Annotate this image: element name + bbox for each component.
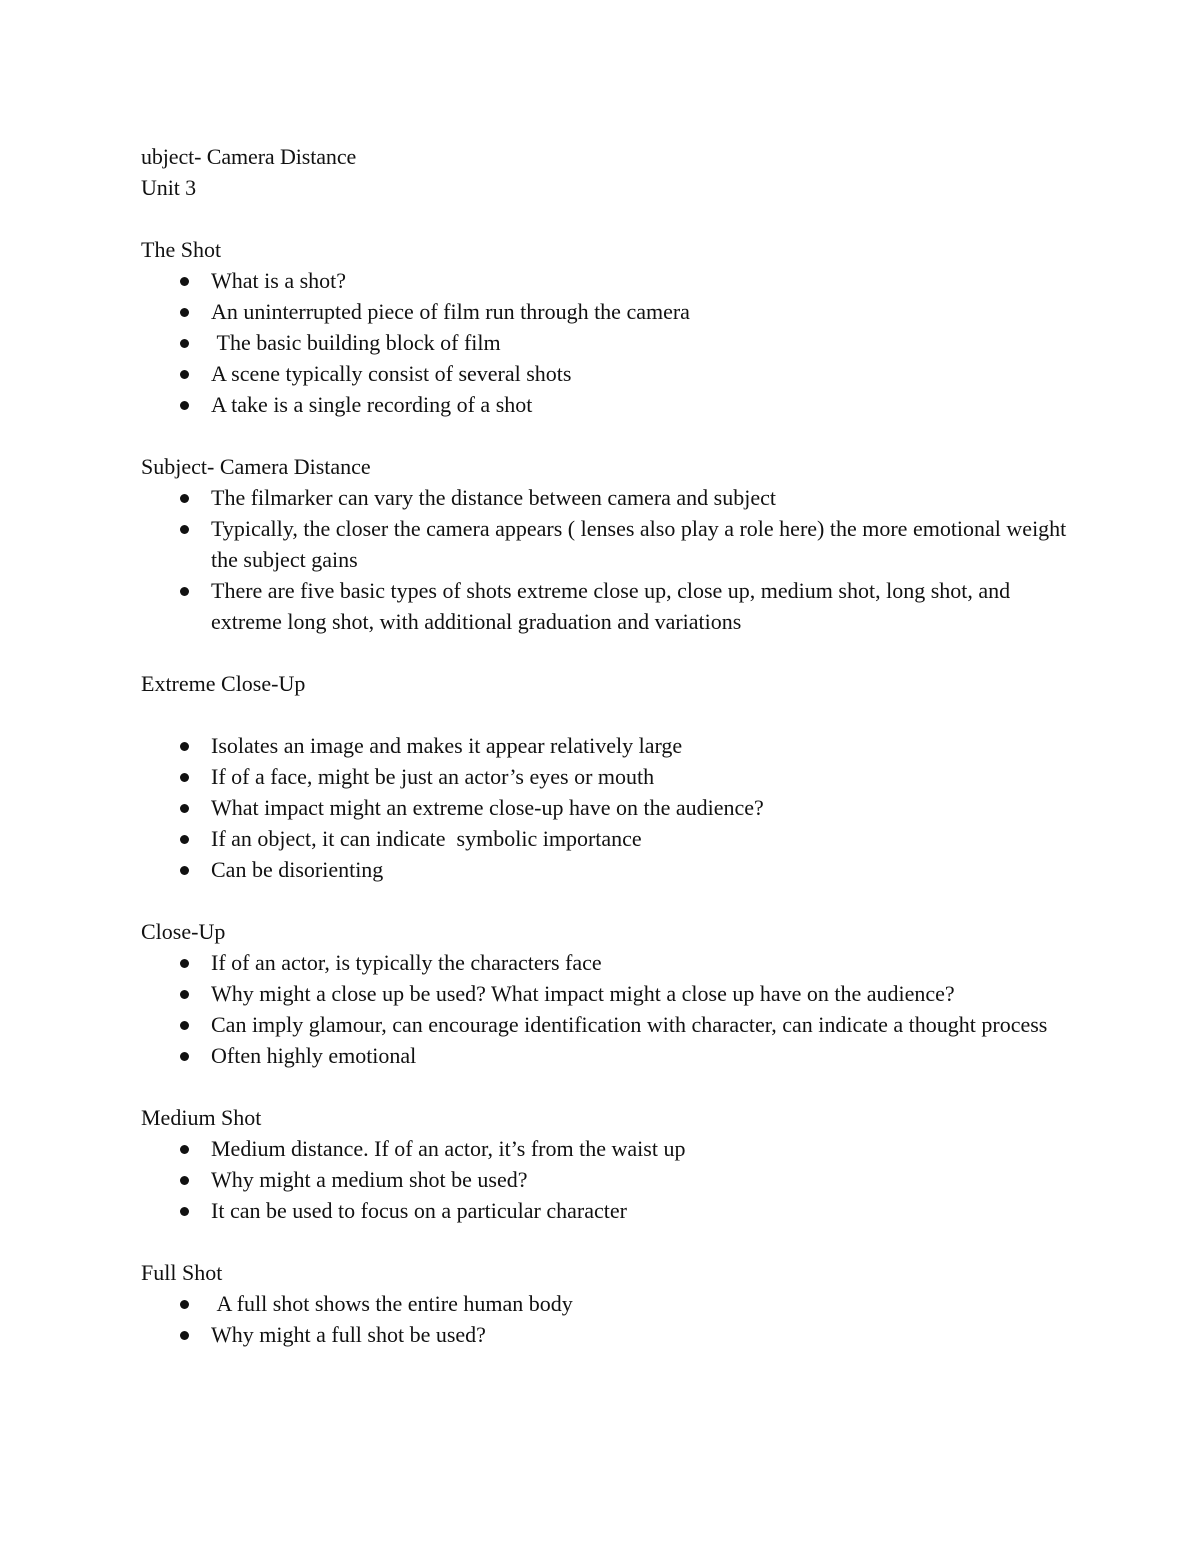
list-item-text: There are five basic types of shots extreme close up, close up, medium shot, long shot, and extreme long shot, with additional graduation and variations xyxy=(211,578,1016,634)
list-item-text: Often highly emotional xyxy=(211,1043,417,1068)
section-heading: Full Shot xyxy=(141,1260,223,1285)
section-spacer xyxy=(141,1226,1071,1257)
bullet-icon xyxy=(180,1331,189,1340)
list-item-text: What is a shot? xyxy=(211,268,347,293)
list-item-text: What impact might an extreme close-up have on the audience? xyxy=(211,795,764,820)
bullet-icon xyxy=(180,959,189,968)
bullet-icon xyxy=(180,1300,189,1309)
section-heading: Subject- Camera Distance xyxy=(141,454,371,479)
list-item xyxy=(141,761,1071,792)
list-gap xyxy=(141,699,1071,730)
list-item xyxy=(141,575,1071,637)
list-item-text: Medium distance. If of an actor, it’s from the waist up xyxy=(211,1136,686,1161)
list-item xyxy=(141,389,1071,420)
section-heading: The Shot xyxy=(141,237,222,262)
list-item xyxy=(141,978,1071,1009)
list-item-text: Can imply glamour, can encourage identification with character, can indicate a thought process xyxy=(211,1012,1048,1037)
list-item xyxy=(141,296,1071,327)
bullet-icon xyxy=(180,804,189,813)
list-item xyxy=(141,1009,1071,1040)
section-spacer xyxy=(141,885,1071,916)
list-item xyxy=(141,1133,1071,1164)
unit-label: Unit 3 xyxy=(141,175,197,200)
list-item-text: If an object, it can indicate symbolic importance xyxy=(211,826,642,851)
list-item-text: Why might a medium shot be used? xyxy=(211,1167,528,1192)
bullet-icon xyxy=(180,1176,189,1185)
list-item xyxy=(141,482,1071,513)
list-item-text: The basic building block of film xyxy=(211,330,501,355)
list-item xyxy=(141,1288,1071,1319)
section-spacer xyxy=(141,203,1071,234)
bullet-icon xyxy=(180,401,189,410)
bullet-icon xyxy=(180,1021,189,1030)
bullet-icon xyxy=(180,277,189,286)
bullet-icon xyxy=(180,742,189,751)
bullet-icon xyxy=(180,1207,189,1216)
list-item-text: A take is a single recording of a shot xyxy=(211,392,533,417)
sections-container xyxy=(141,203,1071,1350)
list-item-text: If of an actor, is typically the characters face xyxy=(211,950,602,975)
list-item xyxy=(141,265,1071,296)
bullet-icon xyxy=(180,525,189,534)
list-item xyxy=(141,792,1071,823)
bullet-icon xyxy=(180,494,189,503)
bullet-list xyxy=(141,265,1071,420)
list-item xyxy=(141,327,1071,358)
bullet-icon xyxy=(180,339,189,348)
list-item-text: An uninterrupted piece of film run through the camera xyxy=(211,299,690,324)
bullet-icon xyxy=(180,587,189,596)
bullet-icon xyxy=(180,1052,189,1061)
bullet-icon xyxy=(180,773,189,782)
list-item xyxy=(141,1195,1071,1226)
section-spacer xyxy=(141,637,1071,668)
list-item-text: Typically, the closer the camera appears ( lenses also play a role here) the more emotional weight the subject gains xyxy=(211,516,1072,572)
list-item-text: Why might a full shot be used? xyxy=(211,1322,486,1347)
bullet-icon xyxy=(180,866,189,875)
document-title: ubject- Camera Distance xyxy=(141,144,357,169)
bullet-icon xyxy=(180,370,189,379)
bullet-icon xyxy=(180,308,189,317)
list-item xyxy=(141,730,1071,761)
section-heading: Medium Shot xyxy=(141,1105,262,1130)
section-heading: Close-Up xyxy=(141,919,226,944)
list-item-text: A full shot shows the entire human body xyxy=(211,1291,573,1316)
section-spacer xyxy=(141,1071,1071,1102)
list-item xyxy=(141,513,1071,575)
list-item xyxy=(141,947,1071,978)
bullet-list xyxy=(141,482,1071,637)
list-item-text: The filmarker can vary the distance between camera and subject xyxy=(211,485,776,510)
list-item-text: It can be used to focus on a particular character xyxy=(211,1198,627,1223)
bullet-icon xyxy=(180,835,189,844)
list-item xyxy=(141,823,1071,854)
list-item xyxy=(141,1040,1071,1071)
list-item-text: Can be disorienting xyxy=(211,857,384,882)
list-item-text: Why might a close up be used? What impact might a close up have on the audience? xyxy=(211,981,955,1006)
bullet-icon xyxy=(180,1145,189,1154)
list-item-text: If of a face, might be just an actor’s eyes or mouth xyxy=(211,764,655,789)
list-item-text: A scene typically consist of several shots xyxy=(211,361,572,386)
list-item xyxy=(141,358,1071,389)
bullet-list xyxy=(141,1288,1071,1350)
list-item xyxy=(141,1164,1071,1195)
list-item xyxy=(141,1319,1071,1350)
document-content xyxy=(141,141,1071,1350)
list-item xyxy=(141,854,1071,885)
section-spacer xyxy=(141,420,1071,451)
bullet-list xyxy=(141,947,1071,1071)
bullet-list xyxy=(141,1133,1071,1226)
bullet-list xyxy=(141,730,1071,885)
bullet-icon xyxy=(180,990,189,999)
list-item-text: Isolates an image and makes it appear relatively large xyxy=(211,733,683,758)
section-heading: Extreme Close-Up xyxy=(141,671,306,696)
